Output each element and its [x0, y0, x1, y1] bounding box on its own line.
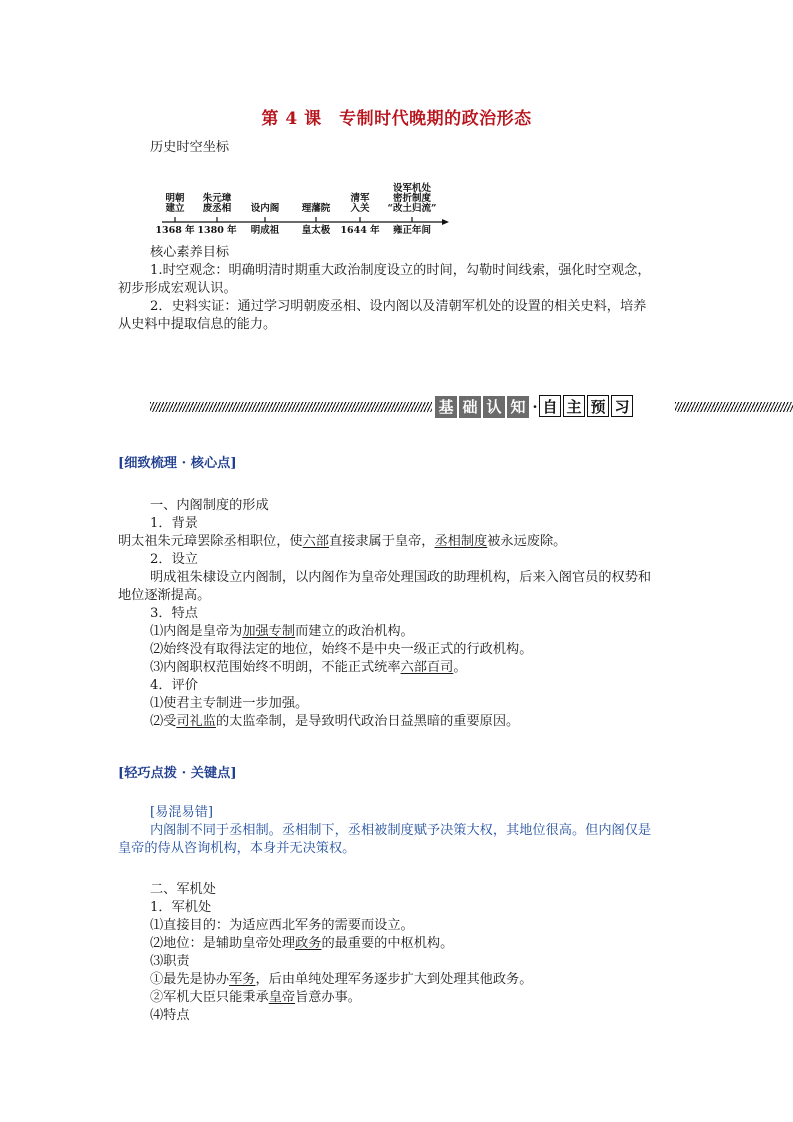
goal-item-2-cont: 从史料中提取信息的能力。	[118, 317, 277, 332]
text-run: 而建立的政治机构。	[295, 624, 414, 639]
section-label-key: [轻巧点拨 · 关键点]	[118, 766, 237, 781]
timeline-event-label: 朱元璋 废丞相	[202, 193, 232, 214]
key-term: 司礼监	[176, 714, 216, 729]
banner-title	[435, 395, 635, 418]
section-label-core: [细致梳理 · 核心点]	[118, 456, 237, 471]
part2-s1-3-2	[150, 989, 361, 1007]
banner-char: 自	[539, 395, 561, 417]
part2-s1-1: ⑴直接目的：为适应西北军务的需要而设立。	[150, 918, 414, 933]
text-run: 旨意办事。	[295, 990, 361, 1005]
text-run: 的太监牵制，是导致明代政治日益黑暗的重要原因。	[215, 714, 520, 729]
section-banner	[150, 392, 793, 422]
part1-s3: 3．特点	[150, 606, 198, 621]
banner-char: 预	[587, 395, 609, 417]
key-term: 军务	[229, 972, 256, 987]
key-term: 皇帝	[268, 990, 296, 1005]
banner-char: 知	[507, 396, 529, 418]
part1-heading: 一、内阁制度的形成	[150, 498, 269, 513]
timeline-event-label: 设军机处 密折制度 “改土归流”	[387, 183, 437, 214]
part1-s2-text2: 地位逐渐提高。	[118, 588, 211, 603]
timeline-heading: 历史时空坐标	[150, 140, 230, 155]
text-run: 直接隶属于皇帝，	[329, 534, 435, 549]
banner-hatch-left	[150, 402, 432, 412]
banner-char: 认	[483, 396, 505, 418]
part1-s1: 1．背景	[150, 516, 198, 531]
part1-s3-1	[150, 623, 414, 641]
page-title: 第 4 课 专制时代晚期的政治形态	[261, 109, 532, 129]
banner-char: 主	[563, 395, 585, 417]
text-run: ⑵受	[150, 714, 177, 729]
goals-heading: 核心素养目标	[150, 245, 230, 260]
part1-s2: 2．设立	[150, 552, 198, 567]
text-run: 的最重要的中枢机构。	[321, 936, 454, 951]
key-term: 丞相制度	[434, 534, 488, 549]
part2-s1-3: ⑶职责	[150, 954, 190, 969]
tip-text1: 内阁制不同于丞相制。丞相制下，丞相被制度赋予决策大权，其地位很高。但内阁仅是	[150, 823, 652, 838]
key-term: 加强专制	[242, 624, 296, 639]
part2-s1-2	[150, 935, 453, 953]
timeline	[155, 180, 450, 240]
part1-s3-3	[150, 659, 467, 677]
part1-s2-text1: 明成祖朱棣设立内阁制，以内阁作为皇帝处理国政的助理机构，后来入阁官员的权势和	[150, 570, 652, 585]
timeline-event-date: 皇太极	[301, 225, 331, 236]
tip-label: [易混易错]	[150, 805, 214, 820]
part2-s1-3-1	[150, 971, 532, 989]
text-run: ①最先是协办	[150, 972, 230, 987]
banner-char: 习	[611, 395, 633, 417]
banner-char: 基	[435, 396, 457, 418]
text-run: ，后由单纯处理军务逐步扩大到处理其他政务。	[255, 972, 533, 987]
timeline-event-date: 1380 年	[197, 225, 237, 236]
banner-separator: ·	[532, 398, 538, 416]
key-term: 六部百司	[400, 660, 454, 675]
part2-s1-4: ⑷特点	[150, 1008, 190, 1023]
timeline-event-date: 1644 年	[340, 225, 380, 236]
text-run: 明太祖朱元璋罢除丞相职位，使	[118, 534, 303, 549]
part1-s4-1: ⑴使君主专制进一步加强。	[150, 696, 309, 711]
part2-heading: 二、军机处	[150, 882, 216, 897]
part1-s1-text	[118, 533, 566, 551]
timeline-event-label: 清军 入关	[350, 193, 370, 214]
goal-item-2: 2．史料实证：通过学习明朝废丞相、设内阁以及清朝军机处的设置的相关史料，培养	[150, 299, 647, 314]
goal-item-1-cont: 初步形成宏观认识。	[118, 281, 237, 296]
key-term: 政务	[295, 936, 322, 951]
text-run: ⑶内阁职权范围始终不明朗，不能正式统率	[150, 660, 401, 675]
part1-s4: 4．评价	[150, 678, 198, 693]
timeline-event-date: 明成祖	[250, 225, 280, 236]
goal-item-1: 1.时空观念：明确明清时期重大政治制度设立的时间，勾勒时间线索，强化时空观念，	[150, 263, 651, 278]
banner-hatch-right	[675, 402, 793, 412]
timeline-event-label: 理藩院	[301, 203, 331, 214]
part1-s3-2: ⑵始终没有取得法定的地位，始终不是中央一级正式的行政机构。	[150, 642, 533, 657]
tip-text2: 皇帝的侍从咨询机构，本身并无决策权。	[118, 841, 356, 856]
text-run: ⑵地位：是辅助皇帝处理	[150, 936, 296, 951]
timeline-event-date: 雍正年间	[392, 225, 431, 236]
text-run: ②军机大臣只能秉承	[150, 990, 269, 1005]
text-run: 。	[453, 660, 467, 675]
part2-s1: 1．军机处	[150, 900, 212, 915]
part1-s4-2	[150, 713, 519, 731]
key-term: 六部	[302, 534, 329, 549]
timeline-event-date: 1368 年	[155, 225, 195, 236]
timeline-event-label: 设内阁	[250, 203, 280, 214]
banner-char: 础	[459, 396, 481, 418]
text-run: 被永远废除。	[487, 534, 567, 549]
text-run: ⑴内阁是皇帝为	[150, 624, 243, 639]
timeline-event-label: 明朝 建立	[165, 193, 185, 214]
